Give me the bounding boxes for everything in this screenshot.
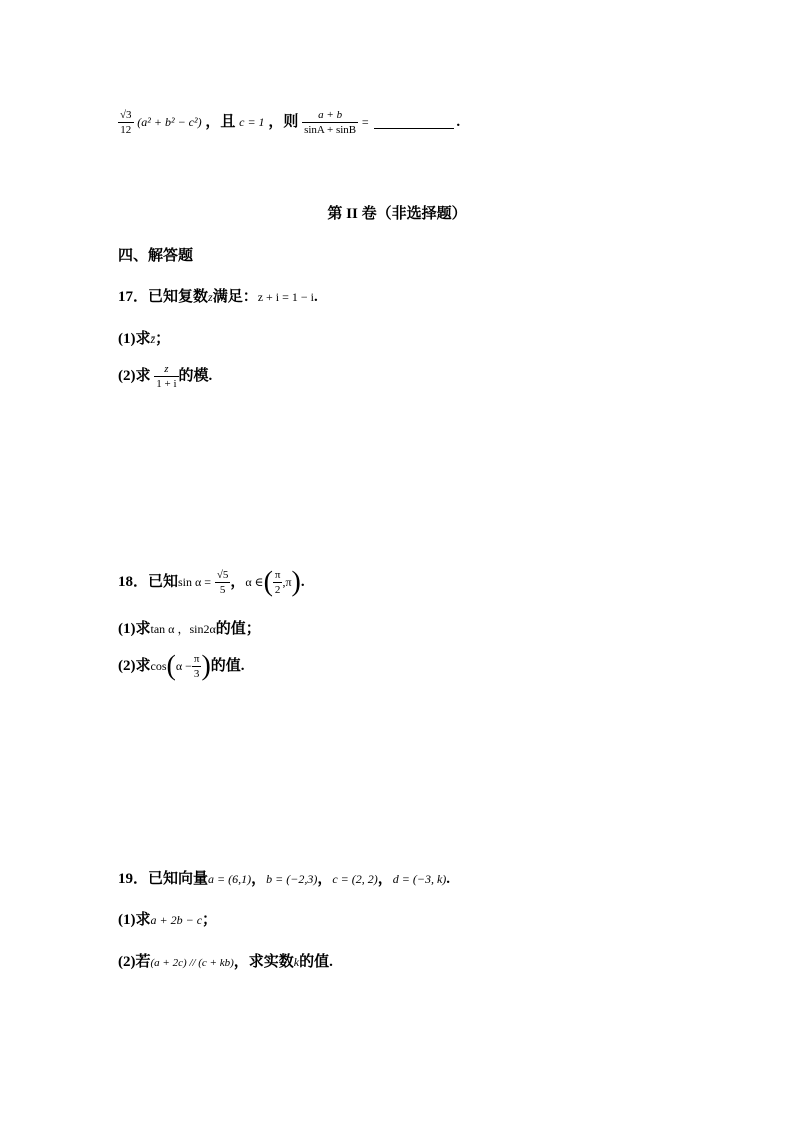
- prev-question-line: $\frac{√3}{12}$ (a² + b² − c²) ，且 c = 1 ，则 $\frac{a + b}{\sin A + \sin B}$ = .: [120, 109, 461, 136]
- q17-stem: 17．已知复数z满足：z + i = 1 − i.: [118, 289, 318, 305]
- q17-part1: (1)求z̄；: [118, 331, 171, 347]
- answer-blank[interactable]: [374, 116, 454, 129]
- q19-part2: (2)若(a + 2c) // (c + kb)，求实数k的值.: [118, 954, 333, 970]
- q19-part1: (1)求a + 2b − c；: [118, 912, 218, 928]
- q18-stem: 18．已知sin α = $\frac{√5}{5}$ ，α ∈( $\frac{\pi}{2}$ ,π).: [118, 566, 305, 598]
- section-title: 第 II 卷（非选择题）: [327, 206, 467, 222]
- cond-c: c = 1: [239, 114, 265, 129]
- expr-abc: (a² + b² − c²): [137, 114, 202, 129]
- q18-part2: (2)求cos(α − $\frac{\pi}{3}$ )的值.: [118, 650, 245, 682]
- q19-stem: 19．已知向量a = (6,1)，b = (−2,3)，c = (2, 2)，d = (−3, k).: [118, 871, 451, 887]
- q17-part2: (2)求 $\frac{z}{1 + i}$ 的模.: [118, 363, 213, 390]
- q18-part1: (1)求tan α ，sin2α的值；: [118, 621, 261, 637]
- ratio-fraction: $\frac{a + b}{\sin A + \sin B}$: [304, 109, 357, 136]
- sqrt3-over-12: $\frac{√3}{12}$: [120, 109, 132, 136]
- part-title: 四、解答题: [118, 248, 194, 264]
